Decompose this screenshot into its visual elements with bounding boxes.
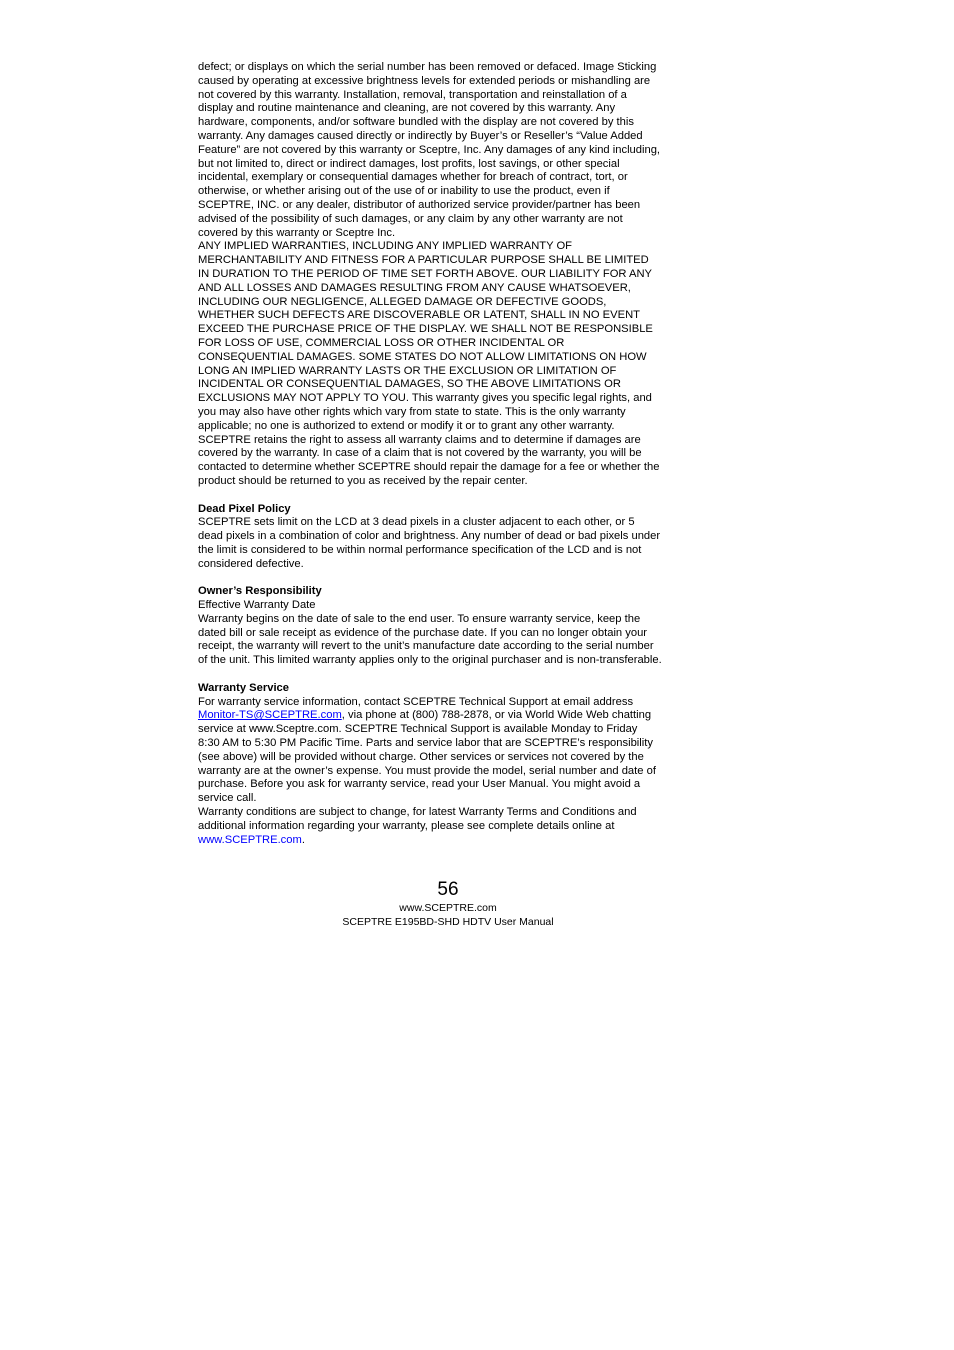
warranty-service-heading: Warranty Service xyxy=(198,681,289,694)
warranty-service-intro: For warranty service information, contact SCEPTRE Technical Support at email address xyxy=(198,695,634,708)
owner-responsibility-paragraph: Warranty begins on the date of sale to the end user. To ensure warranty service, keep the dated bill or sale receipt as evidence of the purchase date. If you can no longer obtain your receipt, the warranty will revert to the unit’s manufacture date according to the serial number of the unit. This limited warranty applies only to the original purchaser and is non-transferable. xyxy=(198,612,662,667)
implied-warranties-paragraph: ANY IMPLIED WARRANTIES, INCLUDING ANY IMPLIED WARRANTY OF MERCHANTABILITY AND FITNESS FOR A PARTICULAR PURPOSE SHALL BE LIMITED IN DURATION TO THE PERIOD OF TIME SET FORTH ABOVE. OUR LIABILITY FOR ANY AND ALL LOSSES AND DAMAGES RESULTING FROM ANY CAUSE WHATSOEVER, INCLUDING OUR NEGLIGENCE, ALLEGED DAMAGE OR DEFECTIVE GOODS, WHETHER SUCH DEFECTS ARE DISCOVERABLE OR LATENT, SHALL IN NO EVENT EXCEED THE PURCHASE PRICE OF THE DISPLAY. WE SHALL NOT BE RESPONSIBLE FOR LOSS OF USE, COMMERCIAL LOSS OR OTHER INCIDENTAL OR CONSEQUENTIAL DAMAGES. SOME STATES DO NOT ALLOW LIMITATIONS ON HOW LONG AN IMPLIED WARRANTY LASTS OR THE EXCLUSION OR LIMITATION OF INCIDENTAL OR CONSEQUENTIAL DAMAGES, SO THE ABOVE LIMITATIONS OR EXCLUSIONS MAY NOT APPLY TO YOU. This warranty gives you specific legal rights, and you may also have other rights which vary from state to state. This is the only warranty applicable; no one is authorized to extend or modify it or to grant any other warranty. xyxy=(198,240,653,432)
warranty-exclusions-paragraph: defect; or displays on which the serial number has been removed or defaced. Image Sticking caused by operating at excessive brightness levels for extended periods or mishandling are not covered by this warranty. Installation, removal, transportation and reinstallation of a display and routine maintenance and cleaning, are not covered by this warranty. Any hardware, components, and/or software bundled with the display are not covered by this warranty. Any damages caused directly or indirectly by Buyer’s or Reseller’s “Value Added Feature” are not covered by this warranty or Sceptre, Inc. Any damages of any kind including, but not limited to, direct or indirect damages, lost profits, lost savings, or other special incidental, exemplary or consequential damages whether for breach of contract, tort, or otherwise, or whether arising out of the use of or inability to use the product, even if SCEPTRE, INC. or any dealer, distributor of authorized service provider/partner has been advised of the possibility of such damages, or any claim by any other warranty are not covered by this warranty or Sceptre Inc. xyxy=(198,61,661,239)
section-spacer xyxy=(198,489,708,503)
footer-manual-title: SCEPTRE E195BD-SHD HDTV User Manual xyxy=(342,915,554,928)
conditions-period: . xyxy=(301,833,305,846)
page-footer xyxy=(0,878,896,929)
warranty-conditions-text: Warranty conditions are subject to change, for latest Warranty Terms and Conditions and additional information regarding your warranty, please see complete details online at xyxy=(198,806,637,832)
dead-pixel-heading: Dead Pixel Policy xyxy=(198,502,291,515)
owner-responsibility-heading: Owner’s Responsibility xyxy=(198,585,322,598)
warranty-service-details: , via phone at (800) 788-2878, or via World Wide Web chatting service at www.Sceptre.com. SCEPTRE Technical Support is available Monday to Friday 8:30 AM to 5:30 PM Pacific Time. Parts and service labor that are SCEPTRE’s responsibility (see above) will be provided without charge. Other services or services not covered by the warranty are at the owner’s expense. You must provide the model, serial number and date of purchase. Before you ask for warranty service, read your User Manual. You might avoid a service call. xyxy=(198,709,656,805)
document-body xyxy=(198,61,708,847)
dead-pixel-paragraph: SCEPTRE sets limit on the LCD at 3 dead pixels in a cluster adjacent to each other, or 5 dead pixels in a combination of color and brightness. Any number of dead or bad pixels under the limit is considered to be within normal performance specification of the LCD and is not considered defective. xyxy=(198,516,661,570)
warranty-conditions-paragraph xyxy=(198,806,708,847)
warranty-claims-paragraph: SCEPTRE retains the right to assess all warranty claims and to determine if damages are covered by the warranty. In case of a claim that is not covered by the warranty, you will be contacted to determine whether SCEPTRE should repair the damage for a fee or whether the product should be returned to you as received by the repair center. xyxy=(198,433,660,487)
footer-website: www.SCEPTRE.com xyxy=(399,902,497,914)
effective-warranty-date-subheading: Effective Warranty Date xyxy=(198,599,316,612)
support-email-link[interactable]: Monitor-TS@SCEPTRE.com xyxy=(198,709,342,722)
section-spacer xyxy=(198,668,708,682)
website-link[interactable]: www.SCEPTRE.com xyxy=(198,833,302,846)
page-number: 56 xyxy=(437,879,459,900)
warranty-service-paragraph xyxy=(198,709,708,806)
section-spacer xyxy=(198,571,708,585)
